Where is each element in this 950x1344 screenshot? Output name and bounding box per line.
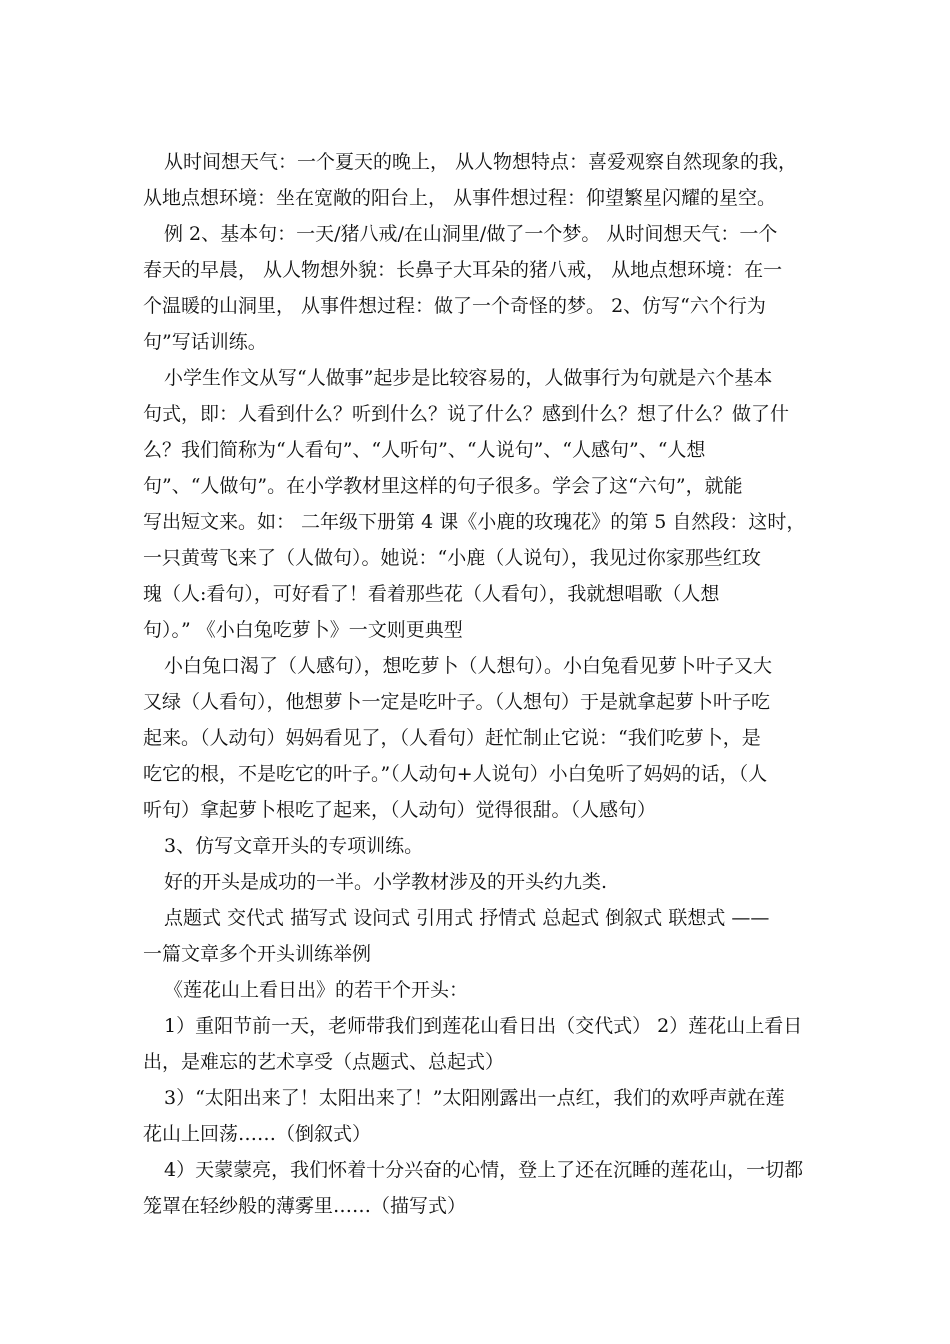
text-line: 个温暖的山洞里， 从事件想过程：做了一个奇怪的梦。 2、仿写“六个行为 bbox=[143, 295, 766, 317]
text-line: 好的开头是成功的一半。小学教材涉及的开头约九类. bbox=[164, 871, 608, 893]
text-line: 《莲花山上看日出》的若干个开头： bbox=[164, 979, 469, 1001]
text-line: 一只黄莺飞来了（人做句）。她说：“小鹿（人说句），我见过你家那些红玫 bbox=[143, 547, 761, 569]
text-line: 小白兔口渴了（人感句），想吃萝卜（人想句）。小白兔看见萝卜叶子又大 bbox=[164, 655, 773, 677]
text-line: 句式，即：人看到什么？听到什么？说了什么？感到什么？想了什么？做了什 bbox=[143, 403, 790, 425]
text-line: 3、仿写文章开头的专项训练。 bbox=[164, 835, 424, 857]
text-line: 瑰（人:看句），可好看了！看着那些花（人看句），我就想唱歌（人想 bbox=[143, 583, 720, 605]
text-line: 句”、“人做句”。在小学教材里这样的句子很多。学会了这“六句”，就能 bbox=[143, 475, 743, 497]
text-line: 1）重阳节前一天，老师带我们到莲花山看日出（交代式） 2）莲花山上看日 bbox=[164, 1015, 803, 1037]
text-line: 句）。” 《小白兔吃萝卜》一文则更典型 bbox=[143, 619, 463, 641]
text-line: 从地点想环境：坐在宽敞的阳台上， 从事件想过程：仰望繁星闪耀的星空。 bbox=[143, 187, 777, 209]
text-line: 例 2、基本句：一天/猪八戒/在山洞里/做了一个梦。 从时间想天气：一个 bbox=[164, 223, 778, 245]
text-line: 3）“太阳出来了！太阳出来了！”太阳刚露出一点红，我们的欢呼声就在莲 bbox=[164, 1087, 785, 1109]
text-line: 写出短文来。如： 二年级下册第 4 课《小鹿的玫瑰花》的第 5 自然段：这时， bbox=[143, 511, 806, 533]
text-line: 吃它的根，不是吃它的叶子。”（人动句+人说句）小白兔听了妈妈的话，（人 bbox=[143, 763, 768, 785]
text-line: 一篇文章多个开头训练举例 bbox=[143, 943, 372, 965]
text-line: 句”写话训练。 bbox=[143, 331, 267, 353]
text-line: 听句）拿起萝卜根吃了起来，（人动句）觉得很甜。（人感句） bbox=[143, 799, 657, 821]
text-line: 又绿（人看句），他想萝卜一定是吃叶子。（人想句）于是就拿起萝卜叶子吃 bbox=[143, 691, 771, 713]
text-line: 从时间想天气：一个夏天的晚上， 从人物想特点：喜爱观察自然现象的我， bbox=[164, 151, 798, 173]
text-line: 点题式 交代式 描写式 设问式 引用式 抒情式 总起式 倒叙式 联想式 —— bbox=[164, 907, 770, 929]
text-line: 4）天蒙蒙亮，我们怀着十分兴奋的心情，登上了还在沉睡的莲花山，一切都 bbox=[164, 1159, 804, 1181]
text-line: 出，是难忘的艺术享受（点题式、总起式） bbox=[143, 1051, 505, 1073]
text-line: 花山上回荡……（倒叙式） bbox=[143, 1123, 372, 1145]
text-line: 起来。（人动句）妈妈看见了，（人看句）赶忙制止它说：“我们吃萝卜，是 bbox=[143, 727, 761, 749]
text-line: 笼罩在轻纱般的薄雾里……（描写式） bbox=[143, 1195, 467, 1217]
text-line: 春天的早晨， 从人物想外貌：长鼻子大耳朵的猪八戒， 从地点想环境：在一 bbox=[143, 259, 783, 281]
text-line: 么？我们简称为“人看句”、“人听句”、“人说句”、“人感句”、“人想 bbox=[143, 439, 706, 461]
text-line: 小学生作文从写“人做事”起步是比较容易的，人做事行为句就是六个基本 bbox=[164, 367, 773, 389]
